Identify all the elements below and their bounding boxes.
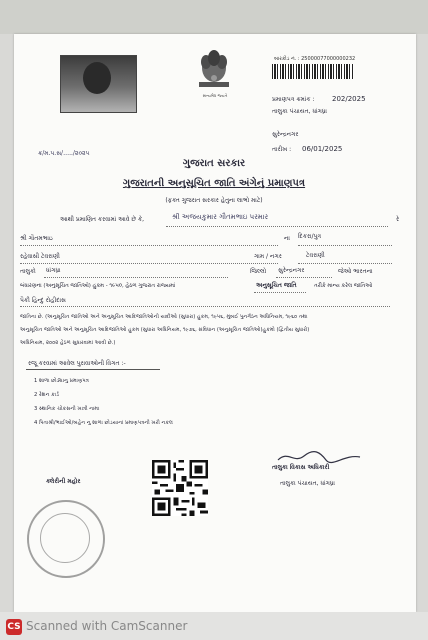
cert-no-label: પ્રમાણપત્ર ક્રમાંક : [272,96,315,103]
taluka-label: તાલુકો [20,268,36,275]
issue-date: 06/01/2025 [302,145,343,153]
taluka: ધાંગધ્રા [46,267,61,274]
doc-item-4: 4 પિતાશ્રી/ભાઈઓ/બહેન નુ શાળા છોડયાનાં પ્રમાણપત્રની ખરી નકલ [34,420,173,426]
cert-no: 202/2025 [332,95,366,103]
fill-line [20,306,390,307]
seal-inner-ring [40,513,90,563]
fill-line [254,292,306,293]
district: સુરેન્દ્રનગર [278,267,305,274]
reference-line: ક્ર/મ.પ.સ/…../૨૦૨૫ [38,150,90,157]
fill-line [20,263,278,264]
father-name: શ્રી ગૌતમભાઇ [20,235,53,242]
fill-line [276,277,332,278]
village: ટેવરાણી [306,252,325,259]
body-l3-label: ગામ / નગર [254,253,282,260]
place: સુરેન્દ્રનગર [272,131,299,138]
officer-title: તાલુકા વિકાસ અધિકારી [272,464,330,471]
residence: રહેવાસી ટેવરાણી [20,253,60,260]
applicant-name: શ્રી અજયકુમાર ગૌતમભાઇ પરમાર [172,213,269,221]
body-l5-tail: તરીકે માન્ય કરેલ જાતિઓ [314,283,373,289]
scan-background-top [0,0,428,34]
body-l5: બંધારણના (અનુસૂચિત જાતિઓ) હુકમ - ૧૯૫૦, હેઠળ ગુજરાત રાજ્યમાં [20,283,176,289]
body-l1-label: આથી પ્રમાણિત કરવામાં આવે છે કે, [60,216,145,223]
photo-head [83,62,111,94]
doc-item-2: 2 રેશન કાર્ડ [34,392,59,398]
applicant-photo [60,55,137,113]
emblem-caption: સત્યમેવ જયતે [202,93,228,98]
gov-heading: ગુજરાત સરકાર [182,158,246,169]
body-l2-label: ના [284,235,290,242]
para-line-3: અધિનિયમ, ૨૦૦૨ હેઠળ સુધારવામાં આવી છે.) [20,340,116,346]
relation: દિકરા/પુત્ર [298,233,322,240]
certificate-title: ગુજરાતની અનુસૂચિત જાતિ અંગેનું પ્રમાણપત્ર [122,178,306,189]
barcode-text: બારકોડ નં. : 25000077000000232 [274,56,356,62]
panchayat-top: તાલુકા પંચાયત, ધાંગધ્રા [272,108,327,115]
fill-line [44,277,228,278]
officer-office: તાલુકા પંચાયત, ધાંગધ્રા [280,480,335,487]
district-label: જિલ્લો [250,268,267,275]
scanner-watermark: Scanned with CamScanner [26,619,188,633]
fill-line [298,263,392,264]
barcode [272,64,354,79]
caste-category: અનુસૂચિત જાતિ [256,282,297,289]
date-label: તારીખ : [272,146,292,153]
national-emblem-icon [193,44,235,92]
caste-name: પૈકી હિન્દુ રોહીદાસ [20,297,66,304]
underline [26,369,160,370]
fill-line [166,226,388,227]
docs-title: રજૂ કરવામાં આવેલ પુરાવાઓની વિગત :- [28,360,126,367]
para-line-1: જાતિના છે. (અનુસૂચિત જાતિઓ અને અનુસૂચિત આદિજાતિઓની યાદીઓ (સુધારા) હુકમ, ૧૯૫૬, મુંબઈ પુનર્ગઠન અધિનિયમ, ૧૯૬૦ તથા [20,314,308,320]
para-line-2: અનુસૂચિત જાતિઓ અને અનુસૂચિત આદિજાતિઓ હુકમ (સુધારા અધિનિયમ, ૧૯૭૬, સંવિધાન (અનુસૂચિત જાતિઓ)હુકમો (દ્વિતીય સુધારો) [20,327,310,333]
clerk-seal-label: ક્લેરીની મહોર [46,478,81,485]
fill-line [20,245,278,246]
camscanner-logo-icon: CS [6,619,22,635]
qr-code [152,460,208,516]
doc-item-1: 1 શાળા છોડ્યાનુ પ્રમાણપત્ર [34,378,89,384]
fill-line [298,245,392,246]
doc-item-3: 3 સ્થાનિક ચોકસની ખાત્રી નામા [34,406,100,412]
body-l4-label3: જેઓ ભારતના [338,268,373,275]
body-l1-suffix: રે [396,216,400,223]
scanner-footer [0,612,428,640]
certificate-subtitle: (ફક્ત ગુજરાત સરકાર હેતુના લાભો માટે) [165,197,263,204]
office-seal [27,500,105,578]
